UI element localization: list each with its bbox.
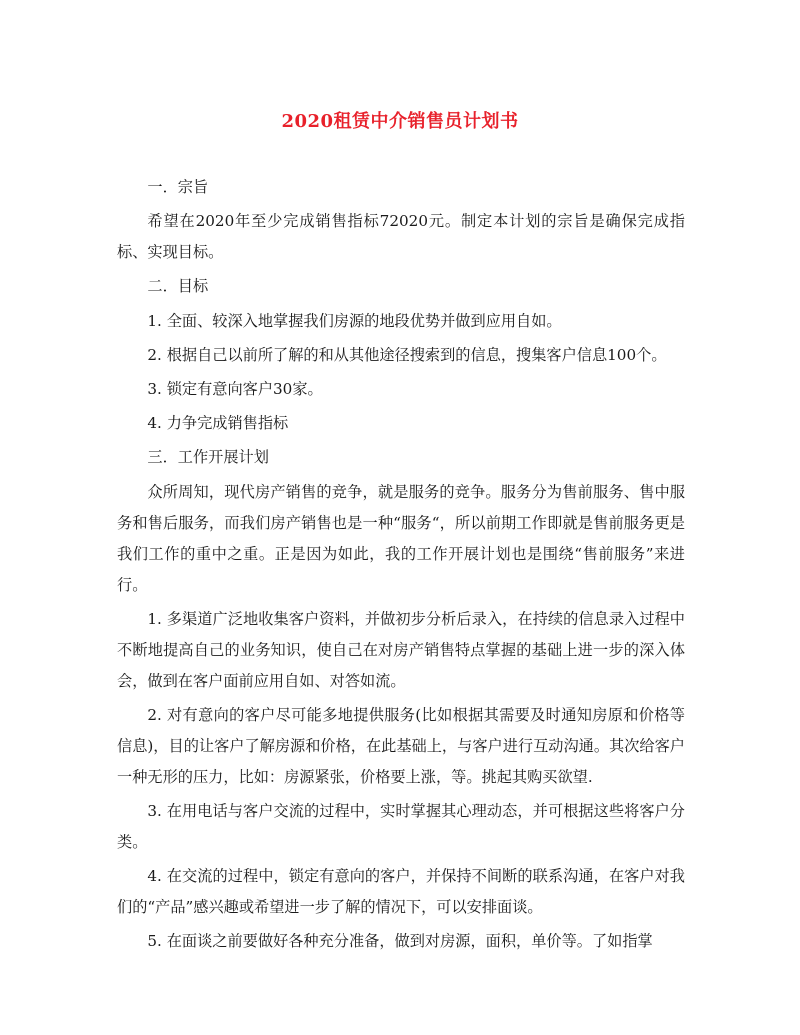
- list-item: 1. 多渠道广泛地收集客户资料，并做初步分析后录入，在持续的信息录入过程中不断地提高自己的业务知识，使自己在对房产销售特点掌握的基础上进一步的深入体会，做到在客户面前应用自如、对答如流。: [117, 609, 685, 690]
- document-title: 2020租赁中介销售员计划书: [281, 111, 519, 132]
- list-item: 2. 对有意向的客户尽可能多地提供服务(比如根据其需要及时通知房原和价格等信息)，目的让客户了解房源和价格，在此基础上，与客户进行互动沟通。其次给客户一种无形的压力，比如：房源紧张，价格要上涨，等。挑起其购买欲望.: [117, 705, 685, 786]
- list-item: 1. 全面、较深入地掌握我们房源的地段优势并做到应用自如。: [147, 311, 562, 330]
- list-item: 3. 锁定有意向客户30家。: [147, 379, 323, 398]
- list-item: 2. 根据自己以前所了解的和从其他途径搜索到的信息，搜集客户信息100个。: [147, 345, 667, 364]
- section-heading: 三．工作开展计划: [147, 448, 269, 467]
- document-body: [117, 172, 685, 957]
- list-item: 3. 在用电话与客户交流的过程中，实时掌握其心理动态，并可根据这些将客户分类。: [117, 802, 685, 852]
- paragraph: 众所周知，现代房产销售的竞争，就是服务的竞争。服务分为售前服务、售中服务和售后服务，而我们房产销售也是一种“服务“，所以前期工作即就是售前服务更是我们工作的重中之重。正是因为如此，我的工作开展计划也是围绕“售前服务”来进行。: [117, 482, 685, 594]
- list-item: 4. 在交流的过程中，锁定有意向的客户，并保持不间断的联系沟通，在客户对我们的“产品”感兴趣或希望进一步了解的情况下，可以安排面谈。: [117, 867, 685, 917]
- paragraph: 希望在2020年至少完成销售指标72020元。制定本计划的宗旨是确保完成指标、实现目标。: [117, 212, 685, 262]
- section-heading: 二．目标: [147, 277, 209, 296]
- list-item: 5. 在面谈之前要做好各种充分准备，做到对房源，面积，单价等。了如指掌: [147, 932, 653, 951]
- section-heading: 一．宗旨: [147, 178, 209, 196]
- list-item: 4. 力争完成销售指标: [147, 414, 289, 433]
